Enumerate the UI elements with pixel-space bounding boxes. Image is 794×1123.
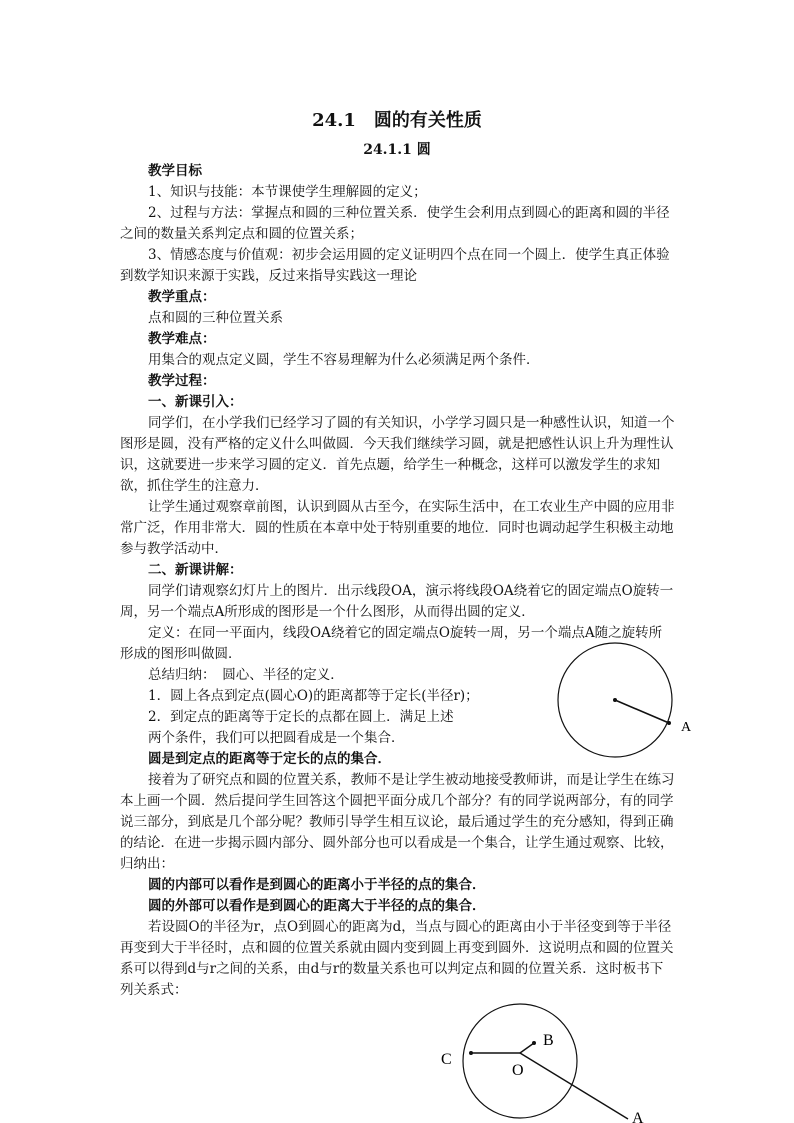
new-lesson-paragraph-1: 同学们请观察幻灯片上的图片．出示线段OA，演示将线段OA绕着它的固定端点O旋转一周，另一个端点A所形成的图形是一个什么图形，从而得出圆的定义． [120, 583, 674, 620]
condition-3: 两个条件，我们可以把圆看成是一个集合． [148, 730, 405, 746]
lesson-content [120, 161, 675, 1001]
outside-definition-bold: 圆的外部可以看作是到圆心的距离大于半径的点的集合． [148, 898, 486, 914]
objectives-heading: 教学目标 [148, 163, 202, 179]
intro-paragraph-2: 让学生通过观察章前图，认识到圆从古至今，在实际生活中，在工农业生产中圆的应用非常广泛，作用非常大．圆的性质在本章中处于特别重要的地位．同时也调动起学生积极主动地参与教学活动中． [120, 499, 675, 557]
summary-line: 总结归纳： 圆心、半径的定义． [148, 667, 344, 683]
circle-definition-bold: 圆是到定点的距离等于定长的点的集合． [148, 751, 391, 767]
circle-figure-1 [555, 640, 705, 760]
definition-paragraph: 定义：在同一平面内，线段OA绕着它的固定端点O旋转一周，另一个端点A随之旋转所形成的图形叫做圆． [120, 625, 663, 662]
difficulties-text: 用集合的观点定义圆，学生不容易理解为什么必须满足两个条件． [148, 352, 540, 368]
condition-1: 1．圆上各点到定点(圆心O)的距离都等于定长(半径r)； [148, 688, 479, 704]
difficulties-heading: 教学难点： [148, 331, 216, 347]
circle-figure-2 [430, 995, 660, 1123]
point-b-dot [532, 1041, 536, 1045]
key-points-heading: 教学重点： [148, 289, 216, 305]
label-c: C [441, 1051, 452, 1068]
segment-ob [520, 1043, 534, 1053]
page-subtitle: 24.1.1 圆 [363, 142, 431, 158]
objective-item-2: 2、过程与方法：掌握点和圆的三种位置关系．使学生会利用点到圆心的距离和圆的半径之间的数量关系判定点和圆的位置关系； [120, 205, 670, 242]
label-a: A [632, 1110, 644, 1123]
label-b: B [543, 1032, 554, 1049]
label-o: O [512, 1062, 524, 1079]
objective-item-3: 3、情感态度与价值观：初步会运用圆的定义证明四个点在同一个圆上．使学生真正体验到数学知识来源于实践，反过来指导实践这一理论 [120, 247, 670, 284]
intro-heading: 一、新课引入： [148, 394, 243, 410]
objective-item-1: 1、知识与技能：本节课使学生理解圆的定义； [148, 184, 427, 200]
condition-2: 2．到定点的距离等于定长的点都在圆上．满足上述 [148, 709, 454, 725]
radius-oa [615, 700, 669, 723]
center-dot [613, 698, 617, 702]
page-title: 24.1 圆的有关性质 [312, 110, 482, 131]
point-c-dot [469, 1051, 473, 1055]
intro-paragraph-1: 同学们，在小学我们已经学习了圆的有关知识，小学学习圆只是一种感性认识，知道一个图形是圆，没有严格的定义什么叫做圆．今天我们继续学习圆，就是把感性认识上升为理性认识，这就要进一步来学习圆的定义．首先点题，给学生一种概念，这样可以激发学生的求知欲，抓住学生的注意力． [120, 415, 675, 494]
key-points-text: 点和圆的三种位置关系 [148, 310, 283, 326]
segment-oa [520, 1053, 628, 1119]
new-lesson-heading: 二、新课讲解： [148, 562, 243, 578]
process-heading: 教学过程： [148, 373, 216, 389]
new-lesson-paragraph-3: 接着为了研究点和圆的位置关系，教师不是让学生被动地接受教师讲，而是让学生在练习本上画一个圆．然后提问学生回答这个圆把平面分成几个部分？有的同学说两部分，有的同学说三部分，到底是几个部分呢？教师引导学生相互议论，最后通过学生的充分感知，得到正确的结论．在进一步揭示圆内部分、圆外部分也可以看成是一个集合，让学生通过观察、比较，归纳出： [120, 772, 675, 872]
point-a-dot [667, 721, 671, 725]
label-a: A [681, 720, 692, 735]
new-lesson-paragraph-4: 若设圆O的半径为r，点O到圆心的距离为d，当点与圆心的距离由小于半径变到等于半径再变到大于半径时，点和圆的位置关系就由圆内变到圆上再变到圆外．这说明点和圆的位置关系可以得到d与r之间的关系，由d与r的数量关系也可以判定点和圆的位置关系．这时板书下列关系式： [120, 919, 674, 998]
circle-outline [463, 1004, 577, 1118]
inside-definition-bold: 圆的内部可以看作是到圆心的距离小于半径的点的集合． [148, 877, 486, 893]
